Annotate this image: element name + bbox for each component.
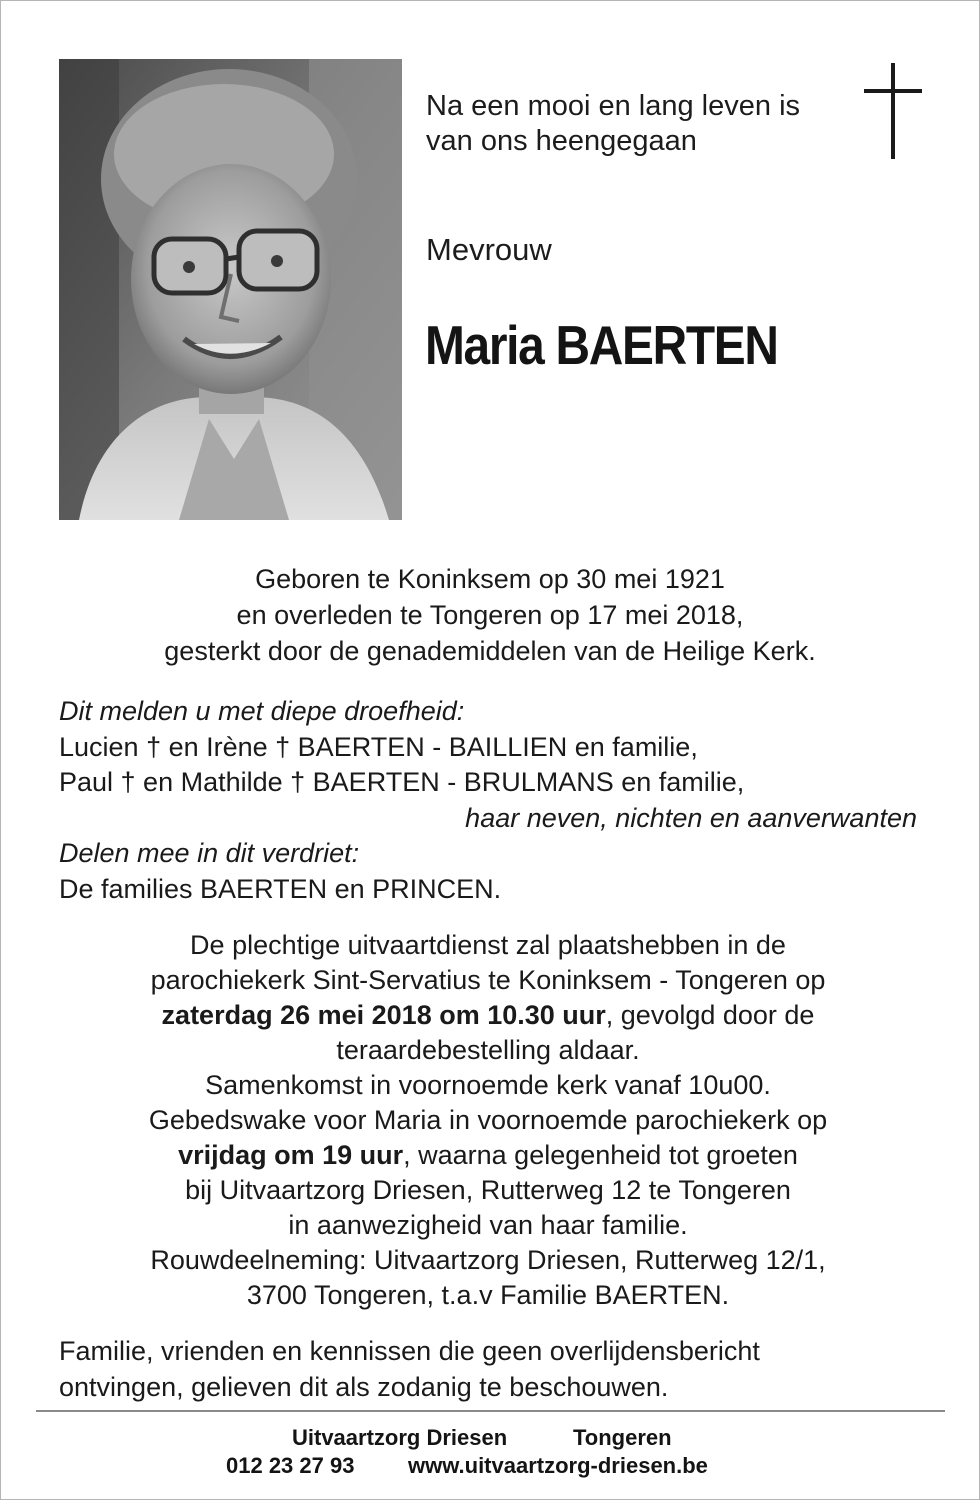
ceremony-line-4: teraardebestelling aldaar. [336,1035,640,1065]
birth-line-1: Geboren te Koninksem op 30 mei 1921 [255,564,725,594]
ceremony-line-7 [60,1138,916,1173]
family-line-4: De families BAERTEN en PRINCEN. [59,873,502,904]
announce-heading: Dit melden u met diepe droefheid: [59,696,465,726]
honorific: Mevrouw [426,232,552,267]
closing-note [59,1334,919,1405]
ceremony-line-3 [60,998,916,1033]
birth-death-info [60,561,920,669]
closing-line-2: ontvingen, gelieven dit als zodanig te beschouwen. [59,1371,669,1402]
footer-city: Tongeren [573,1425,672,1450]
portrait-illustration [59,59,402,520]
share-heading: Delen mee in dit verdriet: [59,838,360,868]
wake-datetime: vrijdag om 19 uur [178,1140,404,1170]
ceremony-line-2: parochiekerk Sint-Servatius te Koninksem - Tongeren op [150,965,826,995]
deceased-name: Maria BAERTEN [425,314,778,376]
ceremony-line-1: De plechtige uitvaartdienst zal plaatshebben in de [190,930,786,960]
ceremony-info [60,928,916,1313]
intro-line-1: Na een mooi en lang leven is [426,90,801,122]
ceremony-line-5: Samenkomst in voornoemde kerk vanaf 10u00. [205,1070,771,1100]
ceremony-line-3-rest: , gevolgd door de [605,1000,815,1030]
birth-line-2: en overleden te Tongeren op 17 mei 2018, [236,600,744,630]
family-line-1: Lucien † en Irène † BAERTEN - BAILLIEN en familie, [59,731,698,762]
ceremony-line-10: Rouwdeelneming: Uitvaartzorg Driesen, Rutterweg 12/1, [150,1245,826,1275]
family-line-2: Paul † en Mathilde † BAERTEN - BRULMANS en familie, [59,767,745,797]
ceremony-line-11: 3700 Tongeren, t.a.v Familie BAERTEN. [246,1280,730,1310]
ceremony-line-7-rest: , waarna gelegenheid tot groeten [403,1140,798,1170]
intro-line-2: van ons heengegaan [426,125,697,157]
ceremony-line-6: Gebedswake voor Maria in voornoemde parochiekerk op [148,1105,828,1135]
ceremony-line-9: in aanwezigheid van haar familie. [288,1210,688,1240]
portrait-photo [59,59,402,520]
cross-icon [864,63,922,159]
family-section [59,694,921,907]
closing-line-1: Familie, vrienden en kennissen die geen overlijdensbericht [59,1336,760,1366]
intro-text [426,89,846,159]
ceremony-line-8: bij Uitvaartzorg Driesen, Rutterweg 12 te Tongeren [185,1175,791,1205]
footer-phone: 012 23 27 93 [226,1453,355,1478]
footer [0,1424,980,1480]
footer-divider [36,1410,945,1412]
family-line-3: haar neven, nichten en aanverwanten [465,802,917,833]
footer-website[interactable]: www.uitvaartzorg-driesen.be [408,1453,708,1478]
footer-company: Uitvaartzorg Driesen [292,1425,508,1450]
funeral-datetime: zaterdag 26 mei 2018 om 10.30 uur [161,1000,606,1030]
birth-line-3: gesterkt door de genademiddelen van de Heilige Kerk. [164,636,816,666]
